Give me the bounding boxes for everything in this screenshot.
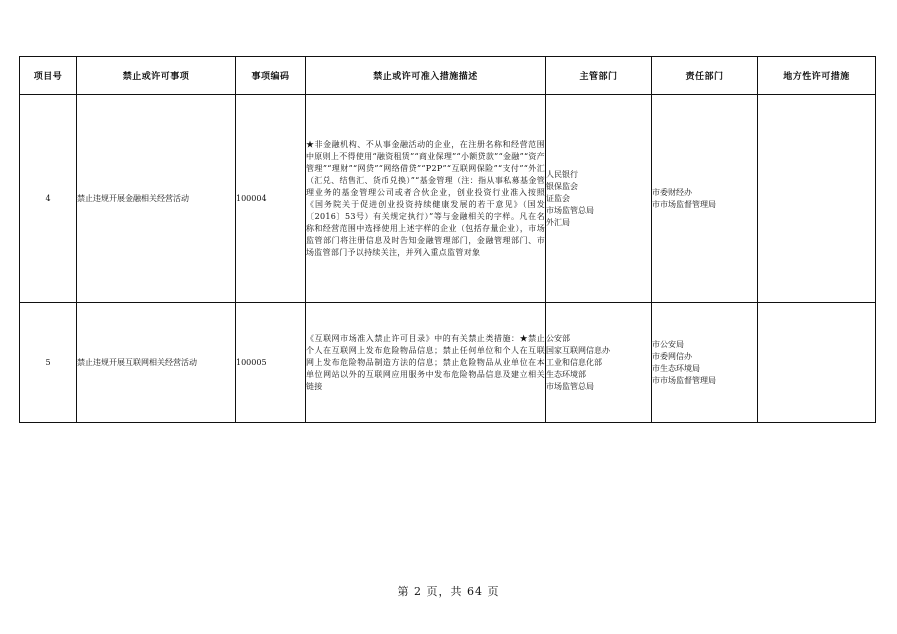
competent-departments [546,303,652,423]
responsible-departments [652,95,758,303]
department-name: 市委网信办 [652,351,692,361]
department-name: 工业和信息化部 [546,357,602,367]
responsible-departments [652,303,758,423]
item-number: 4 [20,95,77,303]
department-name: 市场监管总局 [546,205,594,215]
header-item-name: 禁止或许可事项 [77,57,236,95]
table-header-row [20,57,876,95]
department-name: 市场监管总局 [546,381,594,391]
header-competent-department: 主管部门 [546,57,652,95]
department-name: 市委财经办 [652,187,692,197]
department-name: 外汇局 [546,217,570,227]
measure-description: ★非金融机构、不从事金融活动的企业，在注册名称和经营范围中原则上不得使用“融资租赁”“商业保理”“小额贷款”“金融”“资产管理”“理财”“网贷”“网络借贷”“P2P”“互联网保险”“支付”“外汇（汇兑、结售汇、货币兑换）”“基金管理（注：指从事私募基金管理业务的基金管理公司或者合伙企业，创业投资行业准入按照《国务院关于促进创业投资持续健康发展的若干意见》（国发〔2016〕53号）有关规定执行）”等与金融相关的字样。凡在名称和经营范围中选择使用上述字样的企业（包括存量企业），市场监管部门将注册信息及时告知金融管理部门，金融管理部门、市场监管部门予以持续关注，并列入重点监管对象 [306,95,546,303]
department-name: 市市场监督管理局 [652,375,716,385]
department-name: 生态环境部 [546,369,586,379]
item-name: 禁止违规开展金融相关经营活动 [77,95,236,303]
header-local-measures: 地方性许可措施 [758,57,876,95]
local-measures [758,95,876,303]
department-name: 国家互联网信息办 [546,345,610,355]
department-name: 银保监会 [546,181,578,191]
department-name: 人民银行 [546,169,578,179]
header-item-number: 项目号 [20,57,77,95]
measures-table [19,56,876,423]
department-name: 市公安局 [652,339,684,349]
item-number: 5 [20,303,77,423]
item-code: 100004 [236,95,306,303]
page-number-footer: 第 2 页，共 64 页 [397,585,500,598]
table-row [20,95,876,303]
table-row [20,303,876,423]
department-name: 市市场监督管理局 [652,199,716,209]
item-code: 100005 [236,303,306,423]
local-measures [758,303,876,423]
measure-description: 《互联网市场准入禁止许可目录》中的有关禁止类措施：★禁止个人在互联网上发布危险物品信息；禁止任何单位和个人在互联网上发布危险物品制造方法的信息；禁止危险物品从业单位在本单位网站以外的互联网应用服务中发布危险物品信息及建立相关链接 [306,303,546,423]
header-measure-description: 禁止或许可准入措施描述 [306,57,546,95]
header-responsible-department: 责任部门 [652,57,758,95]
item-name: 禁止违规开展互联网相关经营活动 [77,303,236,423]
department-name: 证监会 [546,193,570,203]
competent-departments [546,95,652,303]
header-item-code: 事项编码 [236,57,306,95]
department-name: 市生态环境局 [652,363,700,373]
department-name: 公安部 [546,333,570,343]
